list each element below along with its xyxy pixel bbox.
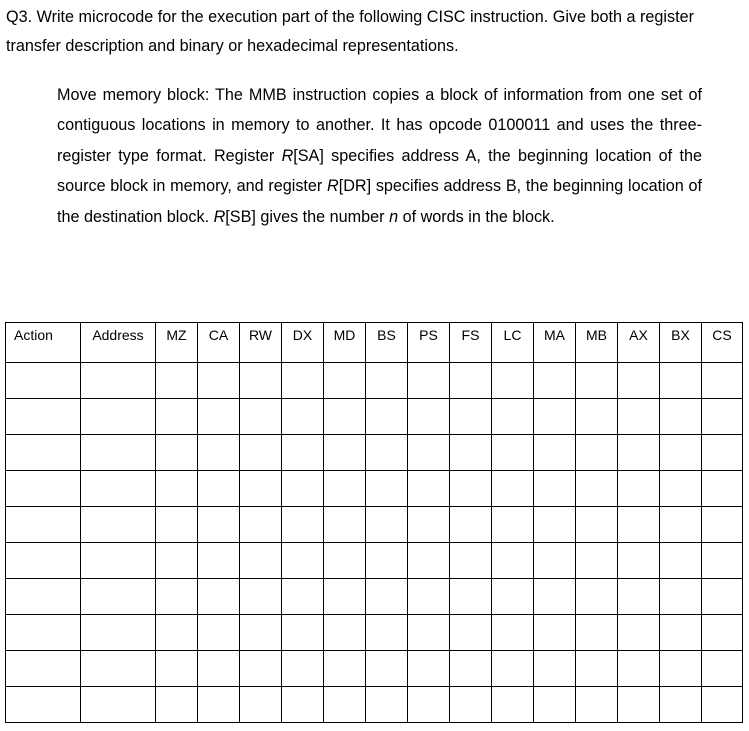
table-cell[interactable] (702, 543, 743, 579)
table-cell[interactable] (660, 363, 702, 399)
table-cell[interactable] (618, 687, 660, 723)
table-cell[interactable] (81, 363, 156, 399)
table-cell[interactable] (576, 507, 618, 543)
table-cell[interactable] (408, 435, 450, 471)
table-cell[interactable] (240, 543, 282, 579)
table-cell[interactable] (366, 579, 408, 615)
table-row (6, 471, 743, 507)
table-cell[interactable] (81, 687, 156, 723)
table-cell[interactable] (408, 543, 450, 579)
table-cell[interactable] (282, 399, 324, 435)
column-header: MD (324, 323, 366, 363)
table-cell[interactable] (450, 543, 492, 579)
table-cell[interactable] (282, 579, 324, 615)
table-cell[interactable] (618, 471, 660, 507)
table-cell[interactable] (198, 579, 240, 615)
table-cell[interactable] (198, 543, 240, 579)
table-cell[interactable] (492, 687, 534, 723)
problem-statement (57, 80, 702, 232)
problem-text-3: [DR] specifies address B, the beginning location of the destination block. (57, 177, 703, 226)
table-cell[interactable] (240, 435, 282, 471)
table-cell[interactable] (240, 651, 282, 687)
table-cell[interactable] (702, 399, 743, 435)
column-header: CS (702, 323, 743, 363)
table-cell[interactable] (576, 399, 618, 435)
table-cell[interactable] (240, 363, 282, 399)
column-header: AX (618, 323, 660, 363)
table-cell[interactable] (492, 651, 534, 687)
column-header: PS (408, 323, 450, 363)
table-cell[interactable] (408, 507, 450, 543)
table-cell[interactable] (534, 471, 576, 507)
table-cell[interactable] (576, 651, 618, 687)
table-row (6, 363, 743, 399)
problem-text-2: [SA] specifies address A, the beginning location of the source block in memory, and register (57, 146, 702, 196)
table-cell[interactable] (660, 543, 702, 579)
problem-text-5: of words in the block. (398, 207, 555, 226)
column-header: MB (576, 323, 618, 363)
table-cell[interactable] (240, 471, 282, 507)
table-cell[interactable] (366, 615, 408, 651)
table-cell[interactable] (408, 471, 450, 507)
table-cell[interactable] (492, 435, 534, 471)
table-cell[interactable] (576, 471, 618, 507)
table-cell[interactable] (6, 507, 81, 543)
table-row (6, 579, 743, 615)
table-cell[interactable] (450, 435, 492, 471)
table-row (6, 435, 743, 471)
table-cell[interactable] (492, 615, 534, 651)
table-cell[interactable] (282, 471, 324, 507)
table-cell[interactable] (366, 543, 408, 579)
table-cell[interactable] (324, 651, 366, 687)
table-cell[interactable] (492, 471, 534, 507)
table-cell[interactable] (702, 579, 743, 615)
table-cell[interactable] (408, 579, 450, 615)
table-cell[interactable] (576, 687, 618, 723)
table-cell[interactable] (408, 687, 450, 723)
table-cell[interactable] (660, 399, 702, 435)
table-cell[interactable] (576, 363, 618, 399)
table-cell[interactable] (282, 543, 324, 579)
microcode-table (5, 322, 743, 723)
table-cell[interactable] (534, 399, 576, 435)
table-cell[interactable] (492, 543, 534, 579)
table-cell[interactable] (450, 507, 492, 543)
table-cell[interactable] (492, 399, 534, 435)
table-row (6, 507, 743, 543)
table-cell[interactable] (702, 507, 743, 543)
table-cell[interactable] (618, 543, 660, 579)
table-cell[interactable] (618, 507, 660, 543)
table-cell[interactable] (81, 615, 156, 651)
column-header: DX (282, 323, 324, 363)
table-cell[interactable] (492, 579, 534, 615)
table-cell[interactable] (324, 615, 366, 651)
table-cell[interactable] (324, 399, 366, 435)
table-cell[interactable] (324, 579, 366, 615)
column-header: MZ (156, 323, 198, 363)
table-cell[interactable] (81, 651, 156, 687)
table-row (6, 651, 743, 687)
table-cell[interactable] (660, 435, 702, 471)
table-cell[interactable] (450, 687, 492, 723)
table-cell[interactable] (282, 363, 324, 399)
register-symbol: R (213, 207, 226, 226)
column-header: Address (81, 323, 156, 363)
table-cell[interactable] (660, 579, 702, 615)
table-cell[interactable] (6, 543, 81, 579)
column-header: Action (6, 323, 81, 363)
table-body (6, 363, 743, 723)
table-cell[interactable] (324, 363, 366, 399)
table-cell[interactable] (324, 543, 366, 579)
table-cell[interactable] (324, 471, 366, 507)
register-symbol: R (281, 146, 294, 165)
table-cell[interactable] (156, 507, 198, 543)
table-cell[interactable] (198, 615, 240, 651)
table-cell[interactable] (156, 399, 198, 435)
table-cell[interactable] (6, 615, 81, 651)
table-row (6, 687, 743, 723)
table-cell[interactable] (618, 651, 660, 687)
table-cell[interactable] (6, 363, 81, 399)
table-cell[interactable] (324, 435, 366, 471)
table-cell[interactable] (6, 435, 81, 471)
table-cell[interactable] (282, 435, 324, 471)
table-cell[interactable] (198, 399, 240, 435)
table-cell[interactable] (576, 543, 618, 579)
column-header: MA (534, 323, 576, 363)
column-header: BS (366, 323, 408, 363)
table-cell[interactable] (492, 363, 534, 399)
table-cell[interactable] (660, 471, 702, 507)
table-cell[interactable] (156, 363, 198, 399)
table-cell[interactable] (618, 363, 660, 399)
table-cell[interactable] (366, 435, 408, 471)
table-cell[interactable] (81, 471, 156, 507)
table-cell[interactable] (702, 687, 743, 723)
column-header: FS (450, 323, 492, 363)
column-header: CA (198, 323, 240, 363)
table-cell[interactable] (240, 579, 282, 615)
table-cell[interactable] (198, 651, 240, 687)
table-cell[interactable] (366, 363, 408, 399)
table-cell[interactable] (450, 471, 492, 507)
table-cell[interactable] (282, 615, 324, 651)
table-cell[interactable] (198, 507, 240, 543)
table-cell[interactable] (240, 507, 282, 543)
table-cell[interactable] (618, 435, 660, 471)
table-cell[interactable] (81, 507, 156, 543)
table-cell[interactable] (366, 687, 408, 723)
table-cell[interactable] (156, 651, 198, 687)
table-cell[interactable] (6, 399, 81, 435)
table-cell[interactable] (324, 507, 366, 543)
table-row (6, 543, 743, 579)
variable-n: n (389, 207, 399, 226)
table-cell[interactable] (618, 615, 660, 651)
table-cell[interactable] (534, 579, 576, 615)
table-cell[interactable] (534, 651, 576, 687)
table-cell[interactable] (450, 651, 492, 687)
table-cell[interactable] (156, 687, 198, 723)
table-cell[interactable] (660, 651, 702, 687)
table-cell[interactable] (81, 399, 156, 435)
register-symbol: R (327, 177, 339, 196)
column-header: RW (240, 323, 282, 363)
table-cell[interactable] (324, 687, 366, 723)
table-cell[interactable] (282, 687, 324, 723)
table-cell[interactable] (240, 615, 282, 651)
table-cell[interactable] (240, 687, 282, 723)
table-row (6, 615, 743, 651)
column-header: BX (660, 323, 702, 363)
table-cell[interactable] (156, 471, 198, 507)
table-cell[interactable] (492, 507, 534, 543)
table-header-row (6, 323, 743, 363)
table-cell[interactable] (702, 471, 743, 507)
table-cell[interactable] (366, 399, 408, 435)
table-cell[interactable] (702, 363, 743, 399)
table-cell[interactable] (618, 579, 660, 615)
table-cell[interactable] (156, 435, 198, 471)
table-cell[interactable] (198, 687, 240, 723)
table-cell[interactable] (6, 579, 81, 615)
table-cell[interactable] (450, 399, 492, 435)
column-header: LC (492, 323, 534, 363)
table-cell[interactable] (6, 651, 81, 687)
table-cell[interactable] (366, 651, 408, 687)
table-cell[interactable] (576, 615, 618, 651)
table-cell[interactable] (534, 615, 576, 651)
table-cell[interactable] (534, 543, 576, 579)
table-cell[interactable] (534, 435, 576, 471)
table-cell[interactable] (408, 651, 450, 687)
table-row (6, 399, 743, 435)
table-cell[interactable] (366, 471, 408, 507)
table-cell[interactable] (450, 615, 492, 651)
table-cell[interactable] (282, 651, 324, 687)
table-cell[interactable] (702, 615, 743, 651)
table-cell[interactable] (660, 687, 702, 723)
question-text: Q3. Write microcode for the execution part of the following CISC instruction. Give both a register transfer description and binary or hexadecimal representations. (6, 8, 694, 55)
table-cell[interactable] (156, 579, 198, 615)
table-cell[interactable] (408, 399, 450, 435)
table-cell[interactable] (81, 543, 156, 579)
table-cell[interactable] (534, 363, 576, 399)
table-cell[interactable] (198, 435, 240, 471)
problem-text-1: Move memory block: The MMB instruction copies a block of information from one set of contiguous locations in memory to another. It has opcode 0100011 and uses the three-register type format. Register (57, 86, 702, 165)
table-cell[interactable] (81, 579, 156, 615)
table-cell[interactable] (450, 579, 492, 615)
table-cell[interactable] (282, 507, 324, 543)
table-cell[interactable] (198, 471, 240, 507)
table-cell[interactable] (240, 399, 282, 435)
table-cell[interactable] (366, 507, 408, 543)
table-cell[interactable] (6, 687, 81, 723)
table-cell[interactable] (702, 651, 743, 687)
table-cell[interactable] (198, 363, 240, 399)
table-cell[interactable] (576, 579, 618, 615)
table-cell[interactable] (534, 687, 576, 723)
table-cell[interactable] (660, 615, 702, 651)
table-cell[interactable] (534, 507, 576, 543)
table-cell[interactable] (702, 435, 743, 471)
table-cell[interactable] (618, 399, 660, 435)
table-cell[interactable] (6, 471, 81, 507)
table-cell[interactable] (156, 615, 198, 651)
table-cell[interactable] (660, 507, 702, 543)
table-cell[interactable] (156, 543, 198, 579)
table-cell[interactable] (81, 435, 156, 471)
problem-text-4: [SB] gives the number (225, 207, 390, 226)
table-cell[interactable] (408, 363, 450, 399)
table-cell[interactable] (408, 615, 450, 651)
table-cell[interactable] (576, 435, 618, 471)
table-cell[interactable] (450, 363, 492, 399)
